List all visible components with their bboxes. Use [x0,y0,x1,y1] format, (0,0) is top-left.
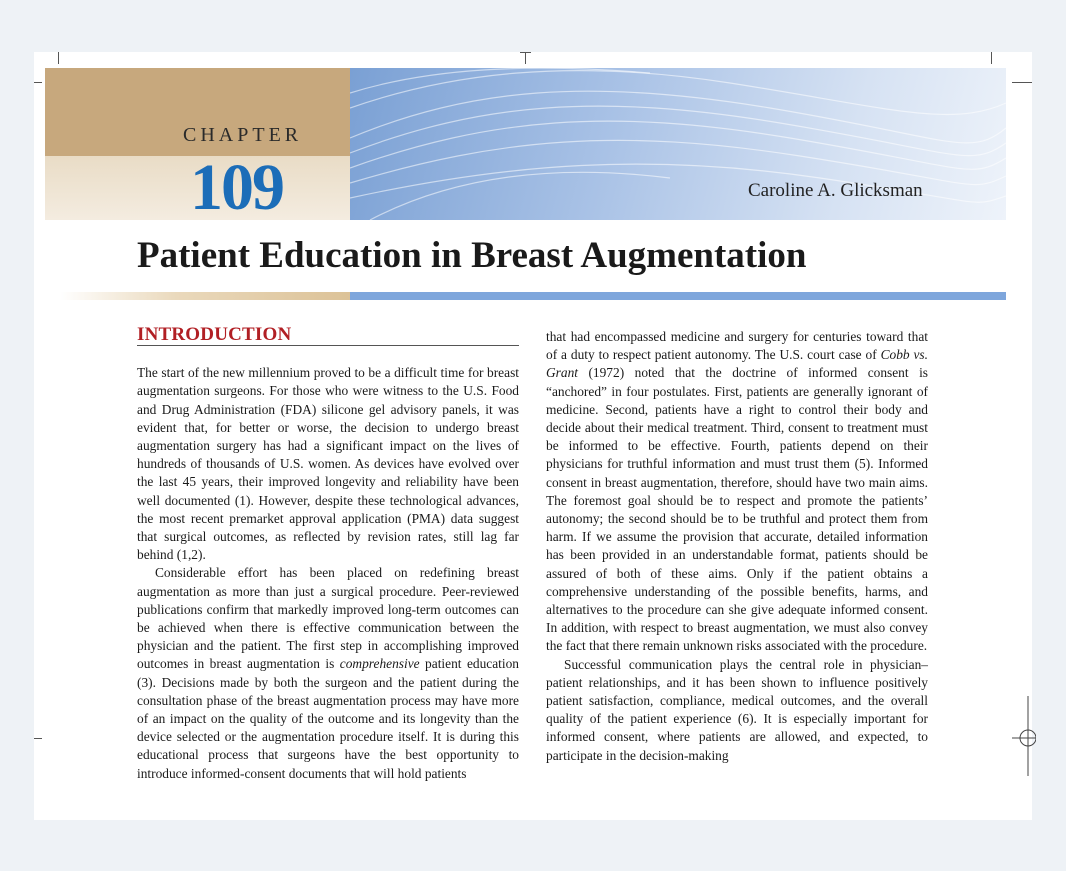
paragraph-4: Successful communication plays the central role in physician–patient relationships, and it has been shown to influence positively patient satisfaction, compliance, medical outcomes, and the overall quality of the patient experience (6). It is especially important for informed consent, where patients are allowed, and expected, to participate in the decision-making [546,656,928,763]
paragraph-2: Considerable effort has been placed on redefining breast augmentation as more than just a surgical procedure. Peer-reviewed publications confirm that markedly improved long-term outcomes can be achieved when there is effective communication between the physician and the patient. The first step in accomplishing improved outcomes in breast augmentation is comprehensive patient education (3). Decisions made by both the surgeon and the patient during the consultation phase of the breast augmentation process may have more of an impact on the quality of the outcome and its longevity than the device selected or the augmentation procedure itself. It is during this educational process that surgeons have the best opportunity to introduce informed-consent documents that will hold patients [137,565,520,781]
title-rule-tan [60,292,350,300]
section-heading-introduction: INTRODUCTION [137,326,519,346]
chapter-title: Patient Education in Breast Augmentation [137,235,807,276]
paragraph-3: that had encompassed medicine and surgery for centuries toward that of a duty to respect patient autonomy. The U.S. court case of Cobb vs. Grant (1972) noted that the doctrine of informed consent is “anchored” in four postulates. First, patients are generally ignorant of medicine. Second, patients have a right to control their body and decide about their medical treatment. Third, consent to treatment must be informed to be effective. Fourth, patients depend on their physicians for truthful information and must trust them (5). Informed consent in breast augmentation, therefore, should have two main aims. The foremost goal should be to respect and promote the patients’ autonomy; the second should be to be truthful and protect them from harm. If we assume the provision that accurate, detailed information has been provided in an understandable format, patients should be assured of both of these aims. Only if the patient obtains a comprehensive understanding of the possible benefits, harms, and alternatives to the procedure can she give adequate informed consent. In addition, with respect to breast augmentation, we must also convey the fact that there remain unknown risks associated with the procedure. [546,329,928,654]
crop-mark-top-left [58,52,59,64]
registration-mark-icon [1006,696,1036,776]
crop-mark-right-upper [1012,82,1032,83]
left-column [137,326,519,783]
crop-mark-left-upper [34,82,42,83]
crop-mark-top-center [525,52,526,64]
crop-mark-left-lower [34,738,42,739]
title-rule-blue [350,292,1006,300]
chapter-label: CHAPTER [183,124,303,146]
right-column [546,328,928,765]
author-name: Caroline A. Glicksman [748,180,923,201]
paragraph-1: The start of the new millennium proved to be a difficult time for breast augmentation surgeons. For those who were witness to the U.S. Food and Drug Administration (FDA) silicone gel advisory panels, it was evident that, for better or worse, the decision to undergo breast augmentation surgery has had a significant impact on the lives of hundreds of thousands of U.S. women. As devices have evolved over the last 45 years, their improved longevity and reliability have been well documented (1). However, despite these technological advances, the most recent premarket approval application (PMA) data suggest that surgical outcomes, as reflected by revision rates, still lag far behind (1,2). [137,365,519,563]
crop-mark-top-center-bar [520,52,531,53]
crop-mark-top-right [991,52,992,64]
chapter-number: 109 [190,151,283,224]
